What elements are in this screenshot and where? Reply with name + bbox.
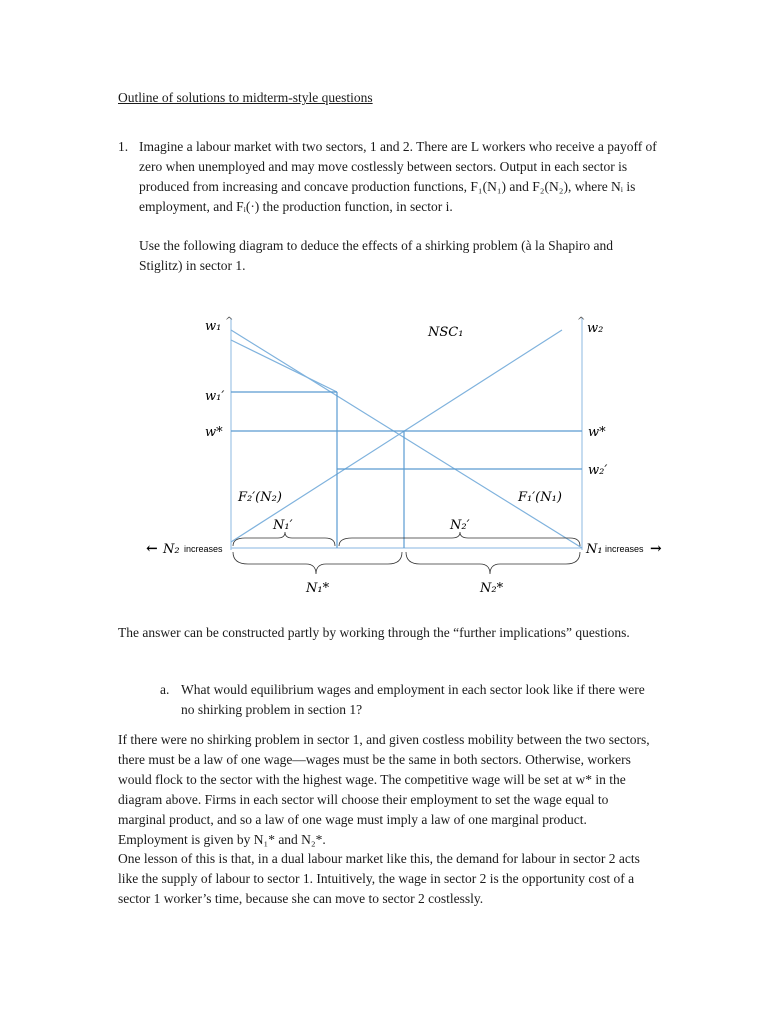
subquestion-a-marker: a. <box>160 682 170 697</box>
left-axis-arrow: ^ <box>225 316 234 327</box>
n2-star-label: N₂* <box>480 581 504 596</box>
answer-intro: The answer can be constructed partly by working through the “further implications” questions. <box>118 625 630 640</box>
n1-star-brace <box>233 552 402 574</box>
n1-increases-label: increases <box>605 544 644 554</box>
n2-increases-label: increases <box>184 544 223 554</box>
w2-prime-label: w₂′ <box>588 463 608 478</box>
question-number: 1. <box>118 139 129 154</box>
question-1-instruction: Use the following diagram to deduce the effects of a shirking problem (à la Shapiro and Stiglitz) in sector 1. <box>139 238 613 273</box>
n1-axis-label: N₁ <box>586 542 603 557</box>
f2-prime-label: F₂′(N₂) <box>238 490 282 505</box>
subquestion-a-text: What would equilibrium wages and employment in each sector look like if there were no shirking problem in section 1? <box>181 682 645 717</box>
right-arrow-icon: → <box>650 541 662 557</box>
n1-star-label: N₁* <box>306 581 330 596</box>
n2-axis-label: N₂ <box>163 542 180 557</box>
nsc1-curve <box>231 340 337 392</box>
answer-paragraph-1: If there were no shirking problem in sector 1, and given costless mobility between the two sectors, there must be a law of one wage—wages must be the same in both sectors. Otherwise, workers would flock to the sector with the highest wage. The competitive wage will be set at w* in the diagram above. Firms in each sector will choose their employment to set the wage equal to marginal product, and so a law of one wage must imply a law of one marginal product. Employment is given by N₁* and N₂*. <box>118 732 650 847</box>
n2-prime-label: N₂′ <box>450 518 470 533</box>
labour-market-diagram <box>0 300 768 610</box>
f2-prime-curve <box>231 330 562 542</box>
f1-prime-curve <box>231 330 582 548</box>
nsc1-label: NSC₁ <box>428 325 464 340</box>
w1-label: w₁ <box>205 319 222 334</box>
w2-label: w₂ <box>587 321 604 336</box>
w1-prime-label: w₁′ <box>205 389 225 404</box>
w-star-left-label: w* <box>205 425 223 440</box>
n1-prime-label: N₁′ <box>273 518 293 533</box>
answer-paragraph-2: One lesson of this is that, in a dual labour market like this, the demand for labour in sector 2 acts like the supply of labour to sector 1. Intuitively, the wage in sector 2 is the opportunity cost of a sector 1 worker’s time, because she can move to sector 2 costlessly. <box>118 851 640 906</box>
document-title: Outline of solutions to midterm-style questions <box>118 90 373 105</box>
right-axis-arrow: ^ <box>577 316 586 327</box>
w-star-right-label: w* <box>588 425 606 440</box>
f1-prime-label: F₁′(N₁) <box>518 490 562 505</box>
question-1-text: Imagine a labour market with two sectors, 1 and 2. There are L workers who receive a payoff of zero when unemployed and may move costlessly between sectors. Output in each sector is produced from increasing and concave production functions, F₁(N₁) and F₂(N₂), where Nᵢ is employment, and Fᵢ(·) the production function, in sector i. <box>139 139 657 214</box>
n2-star-brace <box>406 552 580 574</box>
n2-prime-brace <box>339 532 580 546</box>
n1-prime-brace <box>233 532 335 546</box>
left-arrow-icon: ← <box>146 541 158 557</box>
